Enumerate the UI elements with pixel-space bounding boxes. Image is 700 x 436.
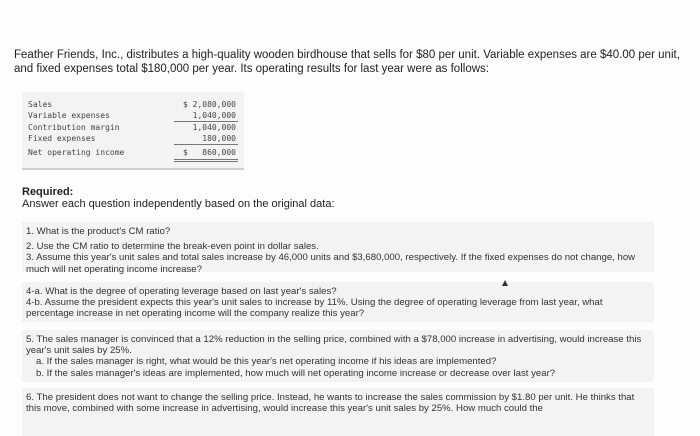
question-5a: a. If the sales manager is right, what would be this year's net operating income if his ideas are implemented? (36, 356, 497, 368)
questions-block-6 (22, 388, 654, 436)
question-2: 2. Use the CM ratio to determine the break-even point in dollar sales. (26, 241, 319, 253)
income-statement (22, 92, 244, 170)
statement-row-contribution-margin (22, 122, 244, 133)
required-title: Required: (22, 186, 74, 198)
required-instruction: Answer each question independently based on the original data: (22, 198, 335, 210)
mouse-cursor-icon (502, 280, 508, 286)
statement-label: Variable expenses (28, 111, 110, 120)
question-5b: b. If the sales manager's ideas are implemented, how much will net operating income increase or decrease over last year? (36, 367, 556, 379)
subtotal-rule (174, 144, 238, 145)
statement-value: 1,040,000 (192, 111, 236, 120)
total-rule (174, 161, 238, 162)
statement-value: 180,000 (202, 134, 236, 143)
question-1: 1. What is the product's CM ratio? (26, 226, 171, 237)
questions-block-4 (22, 282, 654, 322)
statement-label: Sales (28, 100, 53, 109)
statement-value: $ 2,080,000 (183, 100, 236, 109)
questions-block-5 (22, 330, 654, 382)
statement-row-net-operating-income (22, 147, 244, 158)
question-3: 3. Assume this year's unit sales and total sales increase by 46,000 units and $3,680,000, respectively. If the fixed expenses do not change, how much will net operating income increase? (26, 252, 636, 275)
required-section (22, 186, 682, 210)
statement-row-sales (22, 99, 244, 110)
question-5: 5. The sales manager is convinced that a 12% reduction in the selling price, combined with a $78,000 increase in advertising, would increase this year's unit sales by 25%. (26, 334, 642, 357)
statement-row-fixed-expenses (22, 133, 244, 144)
question-6: 6. The president does not want to change the selling price. Instead, he wants to increase the sales commission by $1.80 per unit. He thinks that this move, combined with some increase in advertising, would increase this year's unit sales by 25%. How much could the (26, 392, 635, 415)
statement-value: 1,040,000 (192, 123, 236, 132)
total-rule (174, 159, 238, 160)
statement-row-variable-expenses (22, 110, 244, 121)
question-4a: 4-a. What is the degree of operating leverage based on last year's sales? (26, 286, 337, 297)
statement-label: Fixed expenses (28, 134, 96, 143)
statement-label: Contribution margin (28, 123, 120, 132)
problem-intro: Feather Friends, Inc., distributes a high-quality wooden birdhouse that sells for $80 per unit. Variable expenses are $40.00 per unit, and fixed expenses total $180,000 per year. Its operating results for last year were as follows: (14, 49, 680, 75)
statement-label: Net operating income (28, 148, 125, 157)
questions-block-1-3 (22, 222, 654, 275)
statement-value: $ 860,000 (183, 148, 236, 157)
question-4b: 4-b. Assume the president expects this year's unit sales to increase by 11%. Using the degree of operating leverage from last year, what percentage increase in net operating income will the company realize this year? (26, 297, 603, 320)
